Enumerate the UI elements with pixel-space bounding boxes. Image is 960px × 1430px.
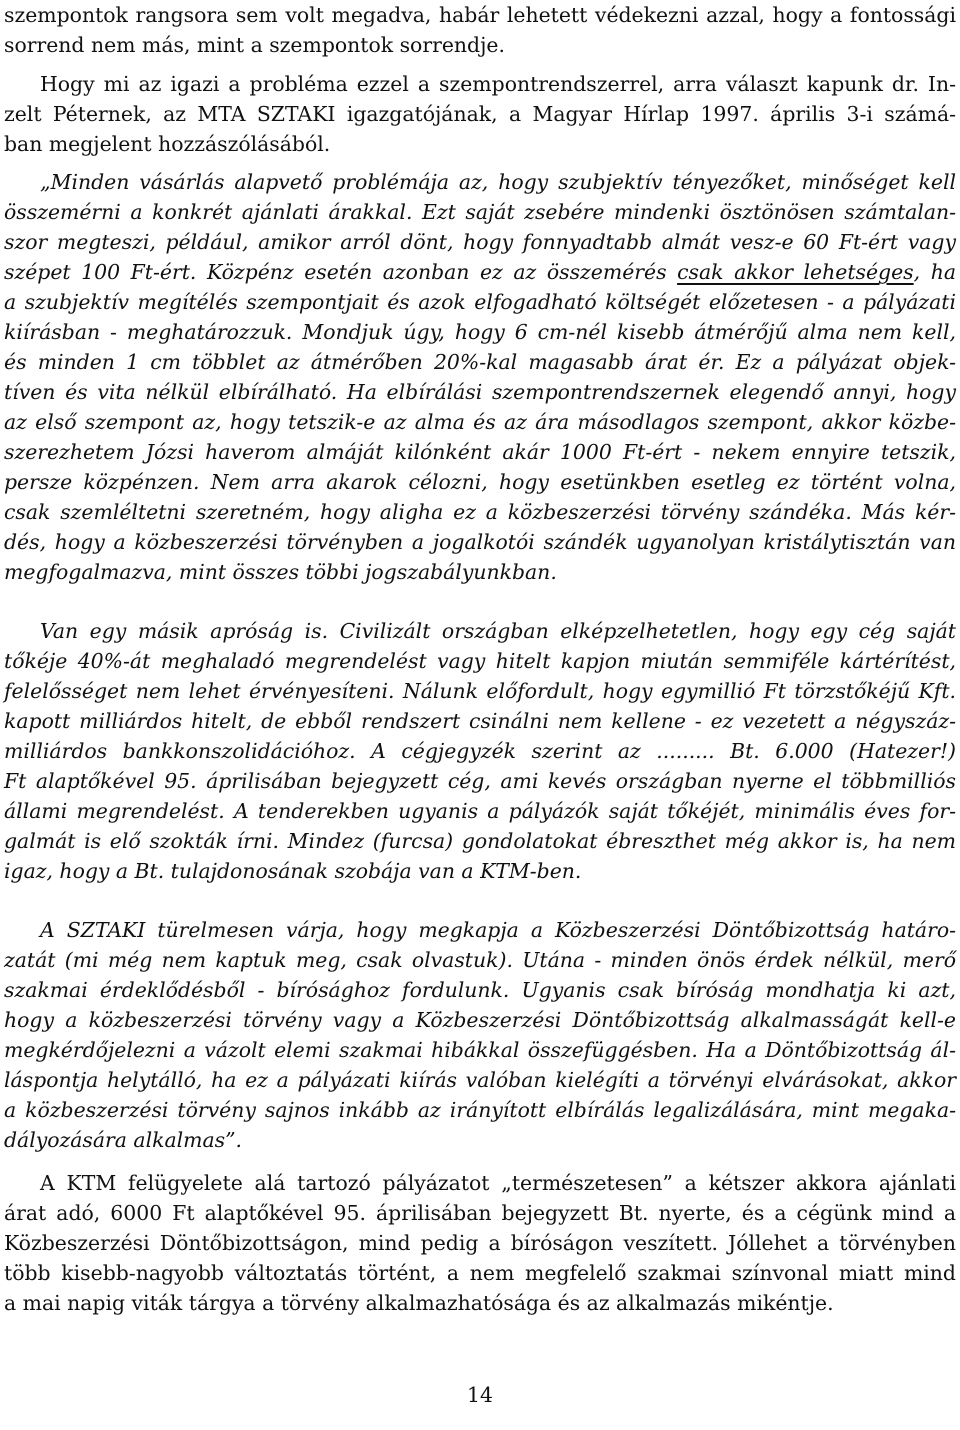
text-line: láspontja helytálló, ha ez a pályázati kiírás valóban kielégíti a törvényi elvárásokat, akkor: [4, 1068, 956, 1092]
text-line: Közbeszerzési Döntőbizottságon, mind pedig a bíróságon veszített. Jóllehet a törvényben: [4, 1231, 956, 1255]
text-line: hogy a közbeszerzési törvény vagy a Közbeszerzési Döntőbizottság alkalmasságát kell-e: [4, 1008, 956, 1032]
text-line: az első szempont az, hogy tetszik-e az alma és az ára másodlagos szempont, akkor közbe-: [4, 410, 956, 434]
text-line: csak szemléltetni szeretném, hogy aligha ez a közbeszerzési törvény szándéka. Más kér-: [4, 500, 956, 524]
text-line: Van egy másik apróság is. Civilizált országban elképzelhetetlen, hogy egy cég saját: [40, 619, 956, 643]
text-line: összemérni a konkrét ajánlati árakkal. Ezt saját zsebére mindenki ösztönösen számtalan-: [4, 200, 956, 224]
text-line: Ft alaptőkével 95. áprilisában bejegyzett cég, ami kevés országban nyerne el többmilliós: [4, 769, 956, 793]
text-line: felelősséget nem lehet érvényesíteni. Nálunk előfordult, hogy egymillió Ft törzstőkéjű Kft.: [4, 679, 956, 703]
text-line: Hogy mi az igazi a probléma ezzel a szempontrendszerrel, arra választ kapunk dr. In-: [40, 72, 956, 96]
text-line: dályozására alkalmas”.: [4, 1128, 243, 1152]
text-line: szerezhetem Józsi haverom almáját kilónként akár 1000 Ft-ért - nekem ennyire tetszik,: [4, 440, 956, 464]
text-line: A KTM felügyelete alá tartozó pályázatot „természetesen” a kétszer akkora ajánlati: [40, 1171, 956, 1195]
text-line: ban megjelent hozzászólásából.: [4, 132, 331, 156]
text-line: több kisebb-nagyobb változtatás történt, a nem megfelelő szakmai színvonal miatt mind: [4, 1261, 956, 1285]
text-line: igaz, hogy a Bt. tulajdonosának szobája van a KTM-ben.: [4, 859, 582, 883]
text-line: tíven és vita nélkül elbírálható. Ha elbírálási szempontrendszernek elegendő annyi, hogy: [4, 380, 956, 404]
text-line: és minden 1 cm többlet az átmérőben 20%-kal magasabb árat ér. Ez a pályázat objek-: [4, 350, 956, 374]
text-line: A SZTAKI türelmesen várja, hogy megkapja a Közbeszerzési Döntőbizottság határo-: [40, 918, 956, 942]
text-line: zatát (mi még nem kaptuk meg, csak olvastuk). Utána - minden önös érdek nélkül, merő: [4, 948, 956, 972]
text-line: szempontok rangsora sem volt megadva, habár lehetett védekezni azzal, hogy a fontossági: [4, 3, 956, 27]
text-line: a mai napig viták tárgya a törvény alkalmazhatósága és az alkalmazás mikéntje.: [4, 1291, 834, 1315]
text-line: [4, 257, 956, 287]
text-line: tőkéje 40%-át meghaladó megrendelést vagy hitelt kapjon miután semmiféle kártérítést,: [4, 649, 956, 673]
text-line: sorrend nem más, mint a szempontok sorrendje.: [4, 33, 505, 57]
text-line: kapott milliárdos hitelt, de ebből rendszert csinálni nem kellene - ez vezetett a négyszáz-: [4, 709, 956, 733]
text-line: szakmai érdeklődésből - bírósághoz fordulunk. Ugyanis csak bíróság mondhatja ki azt,: [4, 978, 956, 1002]
underlined-phrase: csak akkor lehetséges: [677, 260, 914, 284]
text-line: zelt Péternek, az MTA SZTAKI igazgatójának, a Magyar Hírlap 1997. április 3-i számá-: [4, 102, 956, 126]
text-line: árat adó, 6000 Ft alaptőkével 95. áprilisában bejegyzett Bt. nyerte, és a cégünk mind a: [4, 1201, 956, 1225]
text-line: szor megteszi, például, amikor arról dönt, hogy fonnyadtabb almát vesz-e 60 Ft-ért vagy: [4, 230, 956, 254]
text-line: persze közpénzen. Nem arra akarok célozni, hogy esetünkben esetleg ez történt volna,: [4, 470, 956, 494]
text-line: milliárdos bankkonszolidációhoz. A cégjegyzék szerint az ......... Bt. 6.000 (Hatezer!): [4, 739, 956, 763]
text-line: galmát is elő szokták írni. Mindez (furcsa) gondolatokat ébreszthet még akkor is, ha nem: [4, 829, 956, 853]
text-line: kiírásban - meghatározzuk. Mondjuk úgy, hogy 6 cm-nél kisebb átmérőjű alma nem kell,: [4, 320, 956, 344]
text-line: a közbeszerzési törvény sajnos inkább az irányított elbírálás legalizálására, mint megaka-: [4, 1098, 956, 1122]
text-line: dés, hogy a közbeszerzési törvényben a jogalkotói szándék ugyanolyan kristálytisztán van: [4, 530, 956, 554]
text-segment: , ha: [913, 260, 956, 284]
text-line: megkérdőjelezni a vázolt elemi szakmai hibákkal összefüggésben. Ha a Döntőbizottság ál-: [4, 1038, 956, 1062]
page-number: 14: [467, 1383, 493, 1407]
text-line: „Minden vásárlás alapvető problémája az, hogy szubjektív tényezőket, minőséget kell: [40, 170, 956, 194]
text-line: állami megrendelést. A tenderekben ugyanis a pályázók saját tőkéjét, minimális éves for-: [4, 799, 956, 823]
text-line: megfogalmazva, mint összes többi jogszabályunkban.: [4, 560, 557, 584]
text-line: a szubjektív megítélés szempontjait és azok elfogadható költségét előzetesen - a pályázati: [4, 290, 956, 314]
text-segment: szépet 100 Ft-ért. Közpénz esetén azonban ez az összemérés: [4, 260, 678, 284]
